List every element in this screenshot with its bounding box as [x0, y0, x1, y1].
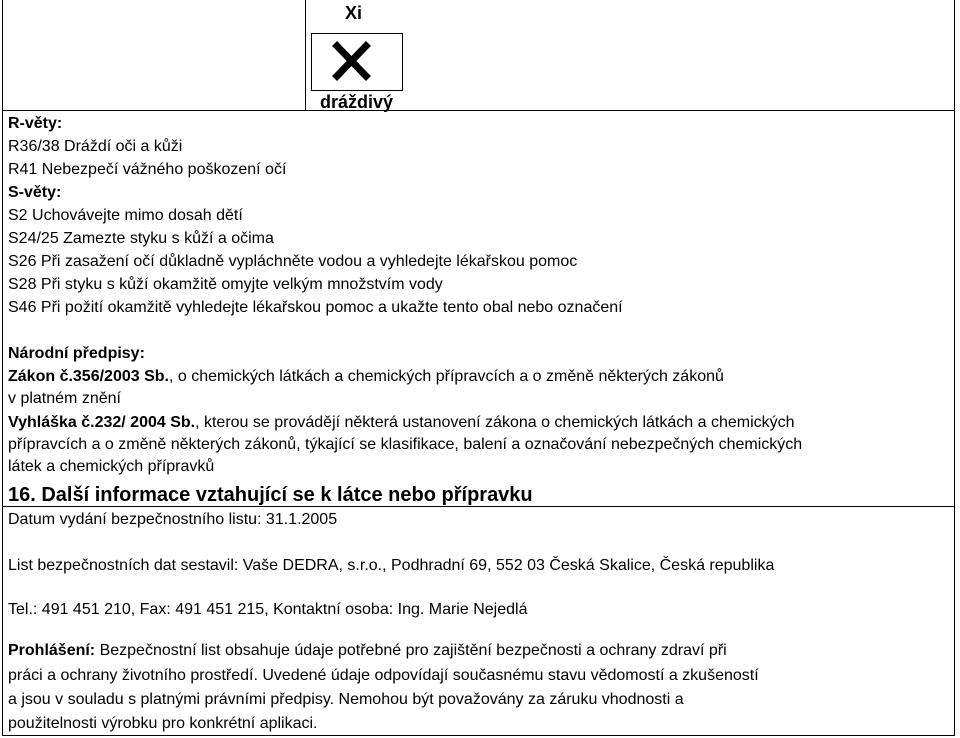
decree-description-cont: přípravcích a o změně některých zákonů, týkající se klasifikace, balení a označování nebezpečných chemických	[8, 436, 803, 453]
decree-description: , kterou se provádějí některá ustanovení zákona o chemických látkách a chemických	[195, 414, 795, 431]
header-divider	[3, 110, 954, 111]
s-phrase-item: S28 Při styku s kůží okamžitě omyjte velkým množstvím vody	[8, 276, 443, 293]
compiled-by: List bezpečnostních dat sestavil: Vaše DEDRA, s.r.o., Podhradní 69, 552 03 Česká Skalice, Česká republika	[8, 557, 775, 574]
hazard-symbol-box	[311, 33, 403, 91]
declaration-line	[8, 641, 727, 661]
national-regulations-heading: Národní předpisy:	[8, 345, 145, 362]
s-phrase-item: S26 Při zasažení očí důkladně vypláchněte vodou a vyhledejte lékařskou pomoc	[8, 253, 578, 270]
law-description: , o chemických látkách a chemických přípravcích a o změně některých zákonů	[168, 368, 724, 385]
s-phrase-item: S46 Při požití okamžitě vyhledejte lékařskou pomoc a ukažte tento obal nebo označení	[8, 299, 623, 316]
section16-title: 16. Další informace vztahující se k látce nebo přípravku	[8, 484, 533, 506]
contact-info: Tel.: 491 451 210, Fax: 491 451 215, Kontaktní osoba: Ing. Marie Nejedlá	[8, 601, 528, 618]
hazard-name: dráždivý	[320, 92, 394, 112]
law-reference: Zákon č.356/2003 Sb.	[8, 368, 169, 385]
declaration-text: práci a ochrany životního prostředí. Uvedené údaje odpovídají současnému stavu vědomostí a zkušeností	[8, 667, 759, 684]
declaration-text: použitelnosti výrobku pro konkrétní aplikaci.	[8, 715, 318, 732]
law-suffix: v platném znění	[8, 390, 121, 407]
r-phrase-item: R36/38 Dráždí oči a kůži	[8, 138, 183, 155]
decree-description-cont: látek a chemických přípravků	[8, 458, 215, 475]
decree-reference: Vyhláška č.232/ 2004 Sb.	[8, 414, 196, 431]
declaration-label: Prohlášení:	[8, 642, 96, 659]
law-line	[8, 367, 724, 387]
x-cross-icon	[312, 34, 402, 90]
r-phrase-item: R41 Nebezpečí vážného poškození očí	[8, 161, 287, 178]
hazard-code: Xi	[345, 3, 363, 23]
hazard-column-divider	[305, 0, 306, 110]
issue-date: Datum vydání bezpečnostního listu: 31.1.2005	[8, 511, 338, 528]
s-phrases-heading: S-věty:	[8, 184, 62, 201]
s-phrase-item: S2 Uchovávejte mimo dosah dětí	[8, 207, 243, 224]
declaration-text: Bezpečnostní list obsahuje údaje potřebné pro zajištění bezpečnosti a ochrany zdraví při	[95, 642, 727, 659]
decree-line	[8, 413, 795, 433]
s-phrase-item: S24/25 Zamezte styku s kůží a očima	[8, 230, 274, 247]
r-phrases-heading: R-věty:	[8, 115, 63, 132]
declaration-text: a jsou v souladu s platnými právními předpisy. Nemohou být považovány za záruku vhodnosti a	[8, 691, 684, 708]
